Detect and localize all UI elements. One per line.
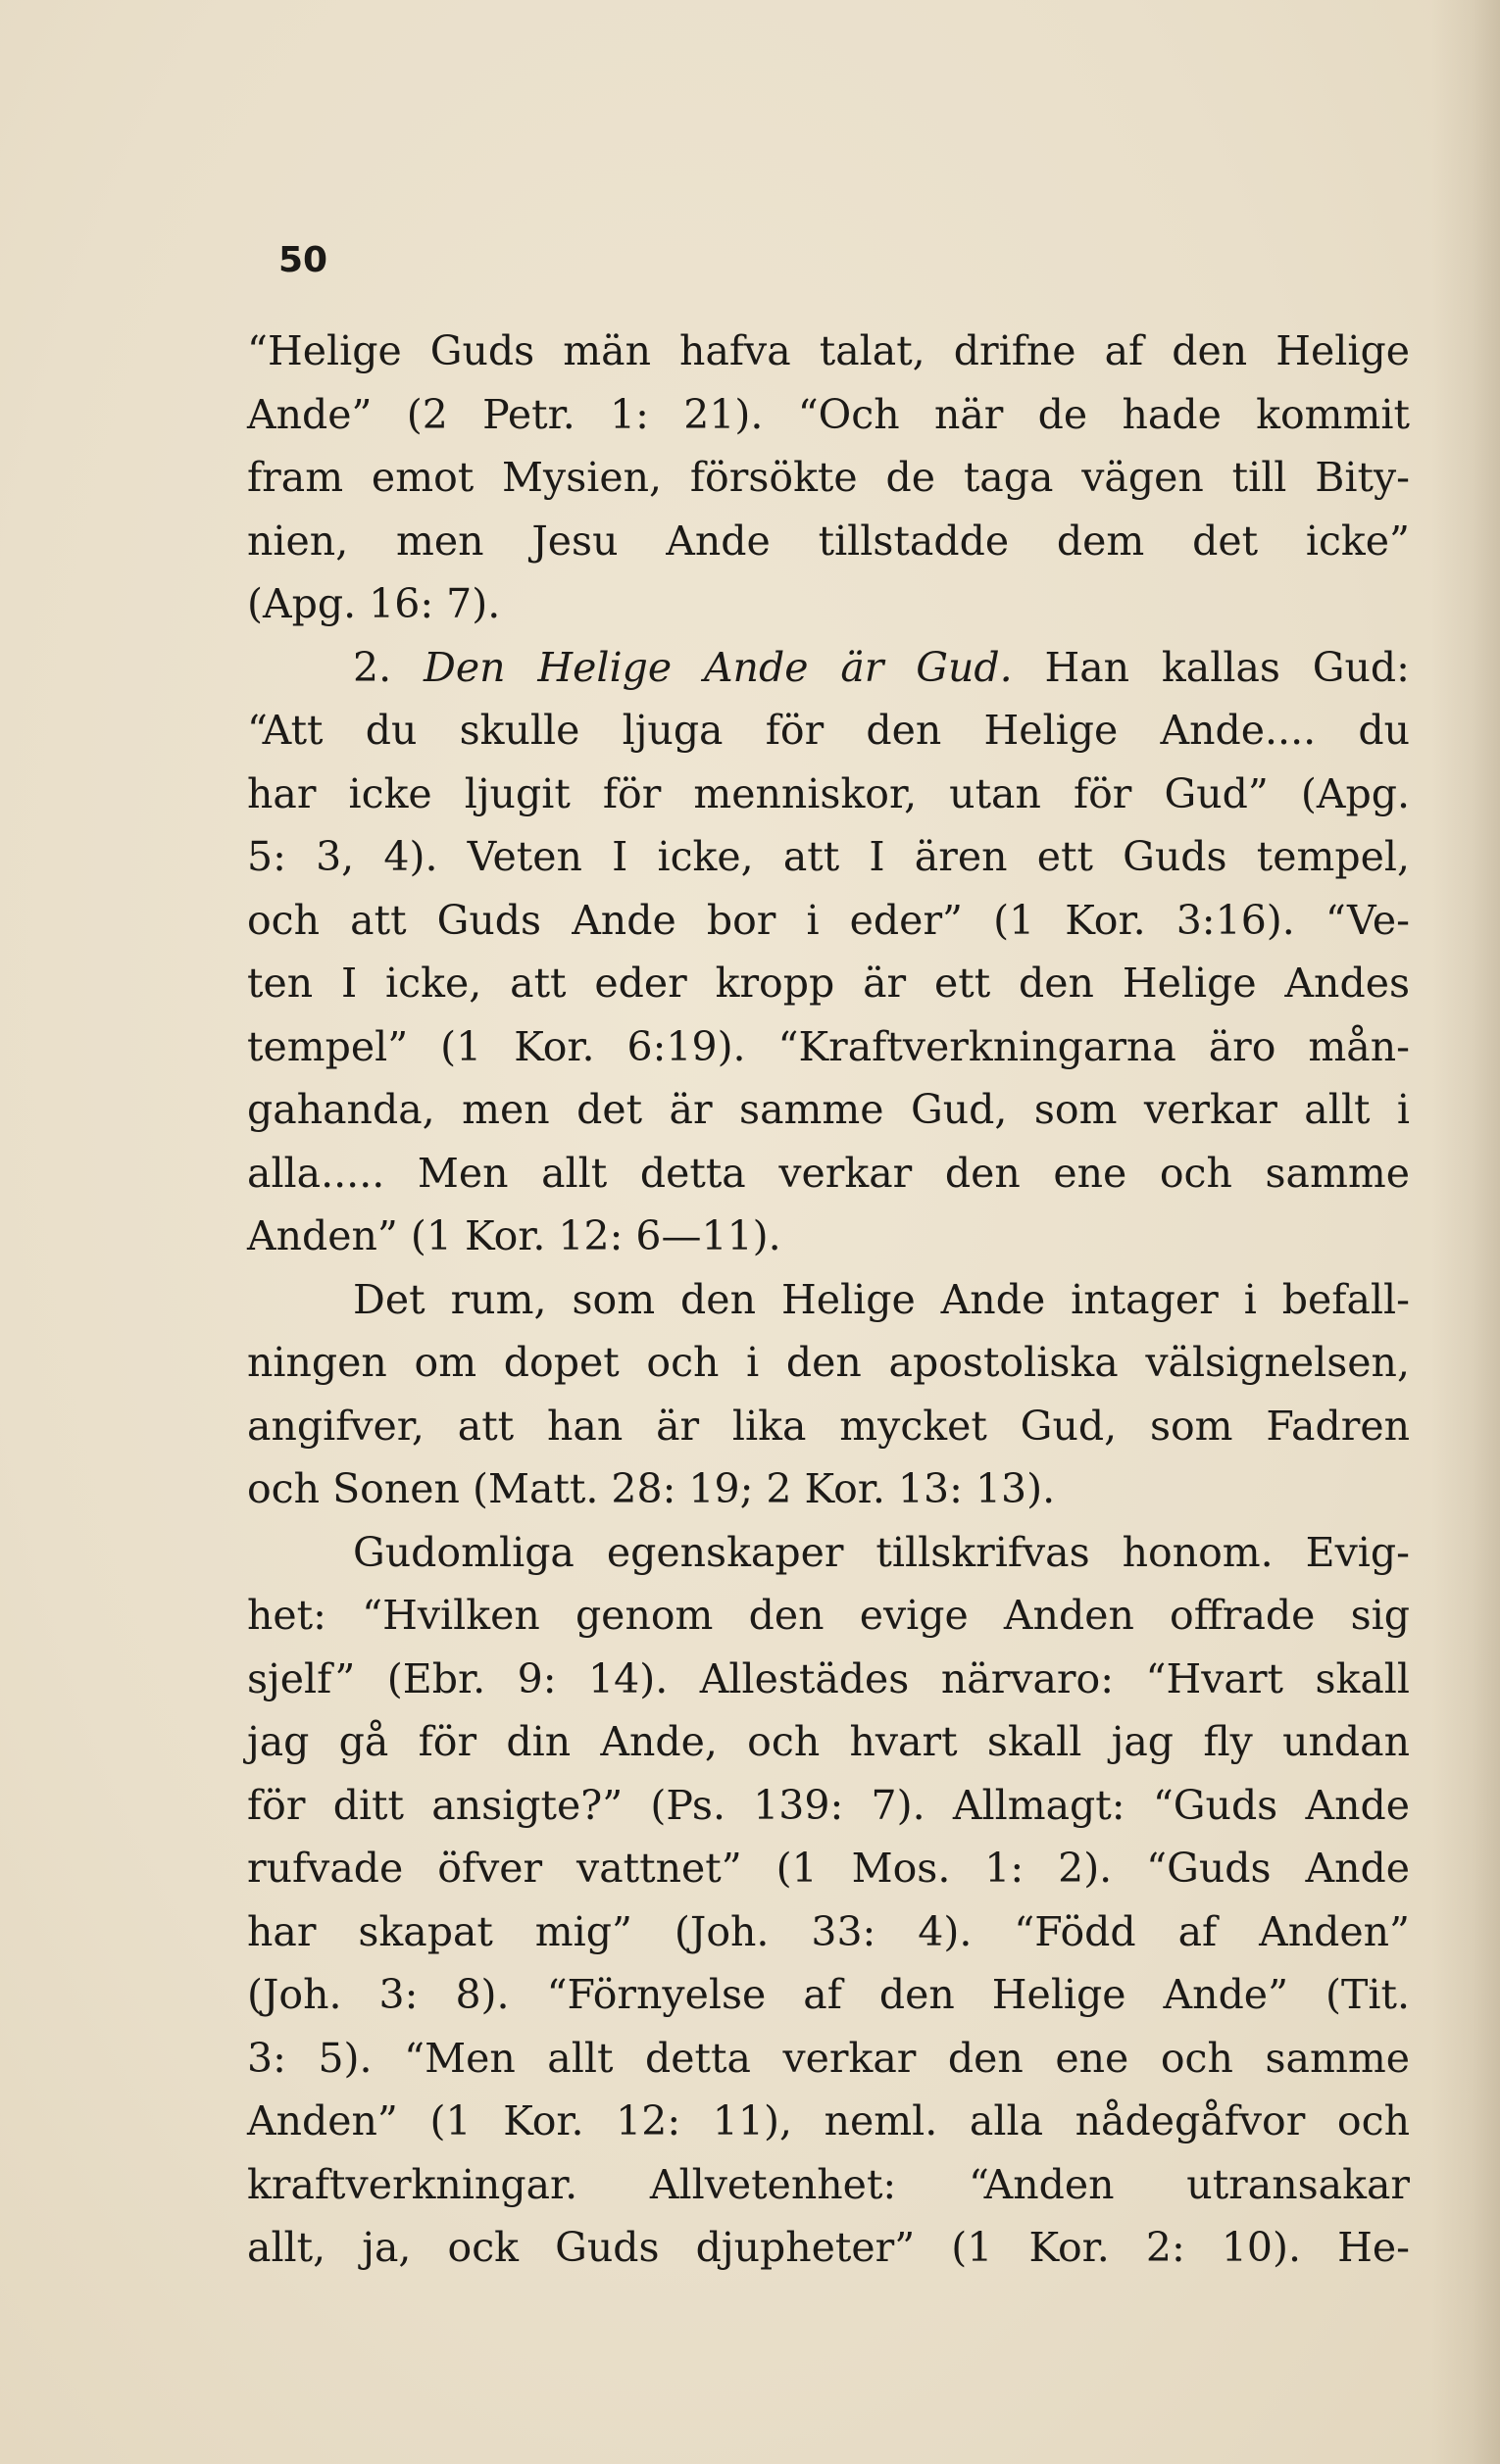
paragraph-start-line: Gudomliga egenskaper tillskrifvas honom. Evig- <box>353 1528 1410 1576</box>
text-line: och Sonen (Matt. 28: 19; 2 Kor. 13: 13). <box>247 1465 1056 1512</box>
text-line: ten I icke, att eder kropp är ett den Helige Andes <box>247 960 1410 1007</box>
text-line: gahanda, men det är samme Gud, som verkar allt i <box>247 1086 1410 1133</box>
section-number: 2. <box>353 643 424 691</box>
text-line: för ditt ansigte?” (Ps. 139: 7). Allmagt: “Guds Ande <box>247 1781 1410 1829</box>
text-line: “Att du skulle ljuga för den Helige Ande.... du <box>247 707 1410 754</box>
text-line: Anden” (1 Kor. 12: 11), neml. alla nådegåfvor och <box>247 2097 1410 2144</box>
text-line: har icke ljugit för menniskor, utan för Gud” (Apg. <box>247 769 1410 817</box>
section-heading-continuation: Han kallas Gud: <box>1012 643 1410 691</box>
text-line: fram emot Mysien, försökte de taga vägen till Bity- <box>247 454 1410 501</box>
text-line: 5: 3, 4). Veten I icke, att I ären ett Guds tempel, <box>247 833 1410 880</box>
text-line: sjelf” (Ebr. 9: 14). Allestädes närvaro: “Hvart skall <box>247 1654 1410 1702</box>
text-line: allt, ja, ock Guds djupheter” (1 Kor. 2: 10). He- <box>247 2224 1410 2271</box>
text-line: Ande” (2 Petr. 1: 21). “Och när de hade kommit <box>247 390 1410 438</box>
text-line: angifver, att han är lika mycket Gud, som Fadren <box>247 1402 1410 1450</box>
text-line: “Helige Guds män hafva talat, drifne af den Helige <box>247 327 1410 374</box>
text-line: rufvade öfver vattnet” (1 Mos. 1: 2). “Guds Ande <box>247 1845 1410 1892</box>
section-heading: Den Helige Ande är Gud. <box>423 643 1013 691</box>
text-line: 3: 5). “Men allt detta verkar den ene och samme <box>247 2034 1410 2082</box>
text-line: tempel” (1 Kor. 6:19). “Kraftverkningarna äro mån- <box>247 1022 1410 1070</box>
text-line: nien, men Jesu Ande tillstadde dem det icke” <box>247 517 1410 565</box>
text-line: het: “Hvilken genom den evige Anden offrade sig <box>247 1592 1410 1639</box>
body-text <box>247 320 1410 2280</box>
text-line: (Joh. 3: 8). “Förnyelse af den Helige Ande” (Tit. <box>247 1971 1410 2018</box>
section-heading-line <box>247 636 1410 700</box>
text-line: och att Guds Ande bor i eder” (1 Kor. 3:16). “Ve- <box>247 896 1410 944</box>
text-line: alla..... Men allt detta verkar den ene och samme <box>247 1149 1410 1197</box>
page-edge-shadow <box>1431 0 1500 2464</box>
paragraph-start-line: Det rum, som den Helige Ande intager i befall- <box>353 1275 1410 1323</box>
text-line: har skapat mig” (Joh. 33: 4). “Född af Anden” <box>247 1907 1410 1955</box>
text-line: (Apg. 16: 7). <box>247 580 501 627</box>
text-line: ningen om dopet och i den apostoliska välsignelsen, <box>247 1339 1410 1386</box>
page-number: 50 <box>278 240 328 280</box>
text-line: jag gå för din Ande, och hvart skall jag fly undan <box>247 1718 1410 1765</box>
text-line: Anden” (1 Kor. 12: 6—11). <box>247 1212 781 1259</box>
text-line: kraftverkningar. Allvetenhet: “Anden utransakar <box>247 2160 1410 2208</box>
